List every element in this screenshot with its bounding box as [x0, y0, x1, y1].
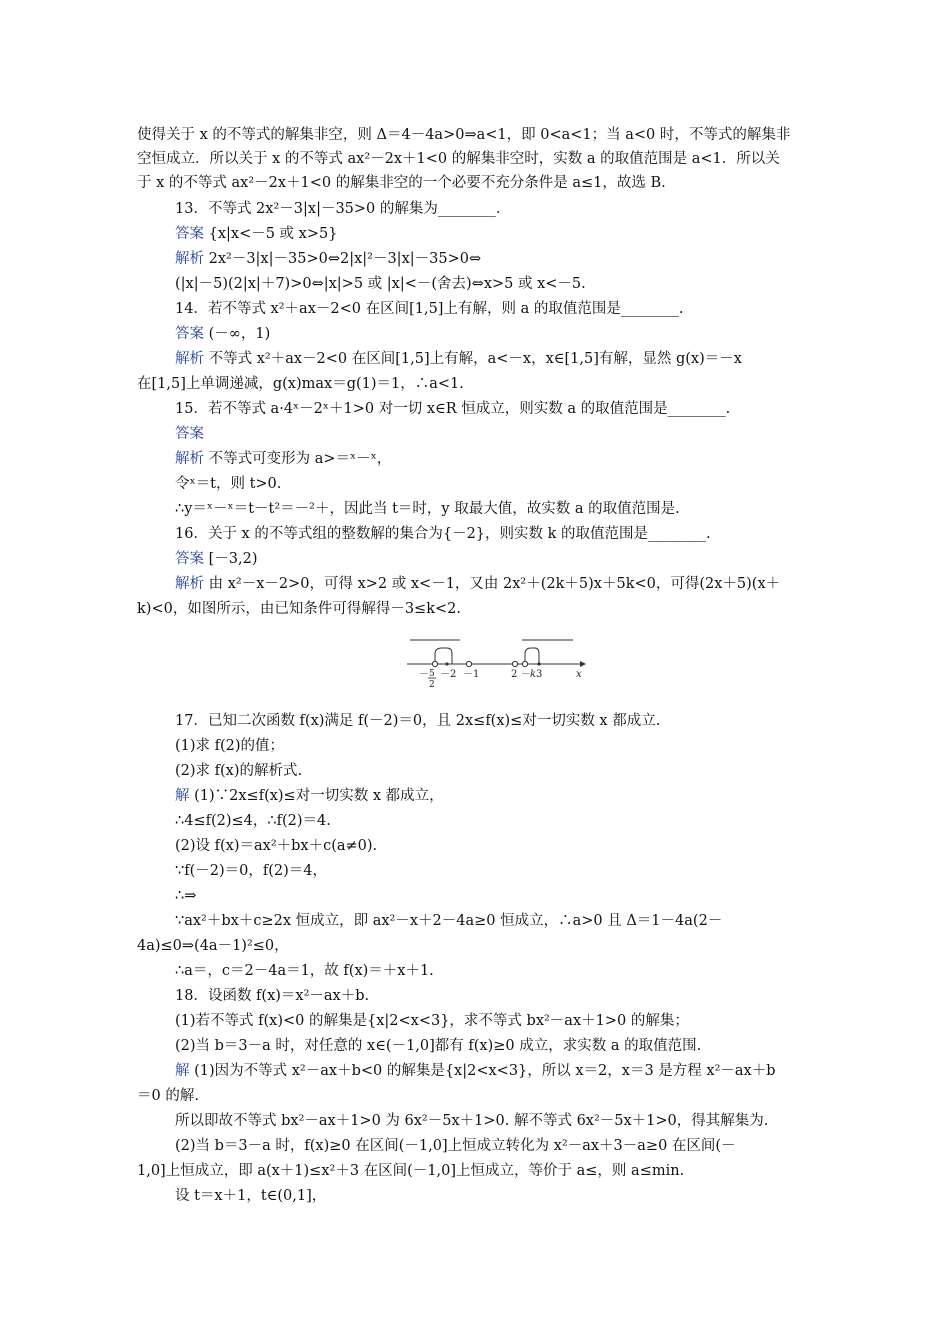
line-text: (1)若不等式 f(x)<0 的解集是{x|2<x<3}，求不等式 bx²－ax＋1>0 的解集； [175, 1013, 689, 1029]
line-text: 不等式 x²＋ax－2<0 在区间[1,5]上有解，a<－x，x∈[1,5]有解，显然 g(x)＝－x [204, 351, 742, 367]
line-text: (1)求 f(2)的值； [175, 738, 285, 754]
section-label: 答案 [175, 551, 204, 567]
axis-label-x: x [576, 669, 582, 680]
line-text: ∵f(－2)＝0，f(2)＝4， [175, 863, 327, 879]
tick-label-3: 3 [536, 669, 543, 680]
text-line [175, 524, 825, 544]
line-text: 所以即故不等式 bx²－ax＋1>0 为 6x²－5x＋1>0. 解不等式 6x²－5x＋1>0，得其解集为. [175, 1113, 769, 1129]
text-line [175, 786, 825, 806]
text-line [137, 936, 827, 956]
line-text: {x|x<－5 或 x>5} [204, 226, 338, 242]
section-label: 解析 [175, 351, 204, 367]
line-text: 4a)≤0⇒(4a－1)²≤0， [137, 938, 289, 954]
section-label: 答案 [175, 326, 204, 342]
text-line [175, 324, 825, 344]
line-text: (2)设 f(x)＝ax²＋bx＋c(a≠0). [175, 838, 378, 854]
line-text: (1)∵2x≤f(x)≤对一切实数 x 都成立， [189, 788, 444, 804]
text-line [137, 1086, 827, 1106]
text-line [175, 861, 825, 881]
text-line [175, 761, 825, 781]
text-line [175, 349, 825, 369]
number-line-figure [405, 632, 590, 694]
text-line [137, 374, 827, 394]
text-line [175, 1136, 825, 1156]
text-line [175, 249, 825, 269]
line-text: ∴y＝ˣ－ˣ＝t－t²＝－²＋，因此当 t＝时，y 取最大值，故实数 a 的取值范围是. [175, 501, 680, 517]
text-line [175, 1186, 825, 1206]
tick-label-2: 2 [511, 669, 518, 680]
line-text: k)<0，如图所示，由已知条件可得解得－3≤k<2. [137, 601, 461, 617]
text-line [175, 274, 825, 294]
text-line [175, 961, 825, 981]
text-line [175, 424, 825, 444]
line-text: ∴4≤f(2)≤4，∴f(2)＝4. [175, 813, 331, 829]
text-line [175, 736, 825, 756]
text-line [175, 811, 825, 831]
text-line [175, 474, 825, 494]
line-text: (－∞，1) [204, 326, 271, 342]
line-text: ∵ax²＋bx＋c≥2x 恒成立，即 ax²－x＋2－4a≥0 恒成立，∴a>0 且 Δ＝1－4a(2－ [175, 913, 723, 929]
dot-3 [537, 662, 540, 665]
text-line [137, 173, 827, 193]
line-text: (2)当 b＝3－a 时，对任意的 x∈(－1,0]都有 f(x)≥0 成立，求实数 a 的取值范围. [175, 1038, 702, 1054]
axis-arrow [580, 661, 586, 667]
section-label: 答案 [175, 426, 204, 442]
line-text: (1)因为不等式 x²－ax＋b<0 的解集是{x|2<x<3}，所以 x＝2，x＝3 是方程 x²－ax＋b [189, 1063, 776, 1079]
line-text: ∴⇒ [175, 888, 197, 904]
open-point-neg-5-2 [432, 661, 437, 666]
tick-label-neg-2: －2 [440, 669, 457, 680]
line-text: 令ˣ＝t，则 t>0. [175, 476, 282, 492]
line-text: 16．关于 x 的不等式组的整数解的集合为{－2}，则实数 k 的取值范围是________. [175, 526, 711, 542]
text-line [175, 886, 825, 906]
text-line [175, 1011, 825, 1031]
text-line [137, 599, 827, 619]
text-line [137, 125, 827, 145]
text-line [175, 299, 825, 319]
tick-label-neg-5-2-den: 2 [429, 680, 435, 690]
section-label: 解析 [175, 576, 204, 592]
text-line [137, 1161, 827, 1181]
open-point-2 [512, 661, 517, 666]
text-line [175, 1061, 825, 1081]
line-text: [－3,2) [204, 551, 258, 567]
line-text: ∴a＝，c＝2－4a＝1，故 f(x)＝＋x＋1. [175, 963, 434, 979]
text-line [175, 711, 825, 731]
line-text: 2x²－3|x|－35>0⇔2|x|²－3|x|－35>0⇔ [204, 251, 482, 267]
section-label: 答案 [175, 226, 204, 242]
line-text: 13．不等式 2x²－3|x|－35>0 的解集为________． [175, 201, 511, 217]
line-text: 14．若不等式 x²＋ax－2<0 在区间[1,5]上有解，则 a 的取值范围是________. [175, 301, 684, 317]
text-line [175, 549, 825, 569]
line-text: 在[1,5]上单调递减，g(x)max＝g(1)＝1，∴a<1. [137, 376, 464, 392]
text-line [175, 574, 825, 594]
line-text: 17．已知二次函数 f(x)满足 f(－2)＝0，且 2x≤f(x)≤对一切实数 x 都成立. [175, 713, 661, 729]
text-line [175, 911, 825, 931]
interval-bracket-mid [525, 648, 539, 664]
text-line [175, 1036, 825, 1056]
text-line [175, 836, 825, 856]
text-line [175, 224, 825, 244]
line-text: (2)当 b＝3－a 时，f(x)≥0 在区间(－1,0]上恒成立转化为 x²－ax＋3－a≥0 在区间(－ [175, 1138, 736, 1154]
line-text: 于 x 的不等式 ax²－2x＋1<0 的解集非空的一个必要不充分条件是 a≤1，故选 B. [137, 175, 666, 191]
text-line [175, 499, 825, 519]
line-text: 1,0]上恒成立，即 a(x＋1)≤x²＋3 在区间(－1,0]上恒成立，等价于 a≤，则 a≤min. [137, 1163, 685, 1179]
open-point-neg-k [522, 661, 527, 666]
interval-bracket-small [435, 648, 452, 664]
open-point-neg-1 [466, 661, 471, 666]
line-text: 由 x²－x－2>0，可得 x>2 或 x<－1，又由 2x²＋(2k＋5)x＋5k<0，可得(2x＋5)(x＋ [204, 576, 781, 592]
line-text: 不等式可变形为 a>＝ˣ－ˣ， [204, 451, 392, 467]
text-line [175, 399, 825, 419]
line-text: 空恒成立．所以关于 x 的不等式 ax²－2x＋1<0 的解集非空时，实数 a 的取值范围是 a<1．所以关 [137, 151, 780, 167]
line-text: ＝0 的解. [137, 1088, 199, 1104]
line-text: 18．设函数 f(x)＝x²－ax＋b. [175, 988, 370, 1004]
section-label: 解 [175, 1063, 190, 1079]
line-text: (|x|－5)(2|x|＋7)>0⇔|x|>5 或 |x|<－(舍去)⇔x>5 或 x<－5. [175, 276, 586, 292]
section-label: 解析 [175, 251, 204, 267]
tick-label-neg-k: －k [520, 669, 537, 680]
section-label: 解析 [175, 451, 204, 467]
tick-label-neg-1: －1 [463, 669, 480, 680]
tick-label-neg-5-2-num: 5 [429, 669, 435, 679]
section-label: 解 [175, 788, 190, 804]
tick-label-neg-5-2-minus: － [419, 669, 429, 680]
text-line [175, 1111, 825, 1131]
line-text: 使得关于 x 的不等式的解集非空，则 Δ＝4－4a>0⇒a<1，即 0<a<1；当 a<0 时，不等式的解集非 [137, 127, 791, 143]
line-text: 15．若不等式 a·4ˣ－2ˣ＋1>0 对一切 x∈R 恒成立，则实数 a 的取值范围是________. [175, 401, 731, 417]
text-line [137, 149, 827, 169]
text-line [175, 449, 825, 469]
line-text: 设 t＝x＋1，t∈(0,1]， [175, 1188, 327, 1204]
text-line [175, 986, 825, 1006]
dot-neg-2 [445, 662, 448, 665]
line-text: (2)求 f(x)的解析式. [175, 763, 303, 779]
text-line [175, 199, 825, 219]
